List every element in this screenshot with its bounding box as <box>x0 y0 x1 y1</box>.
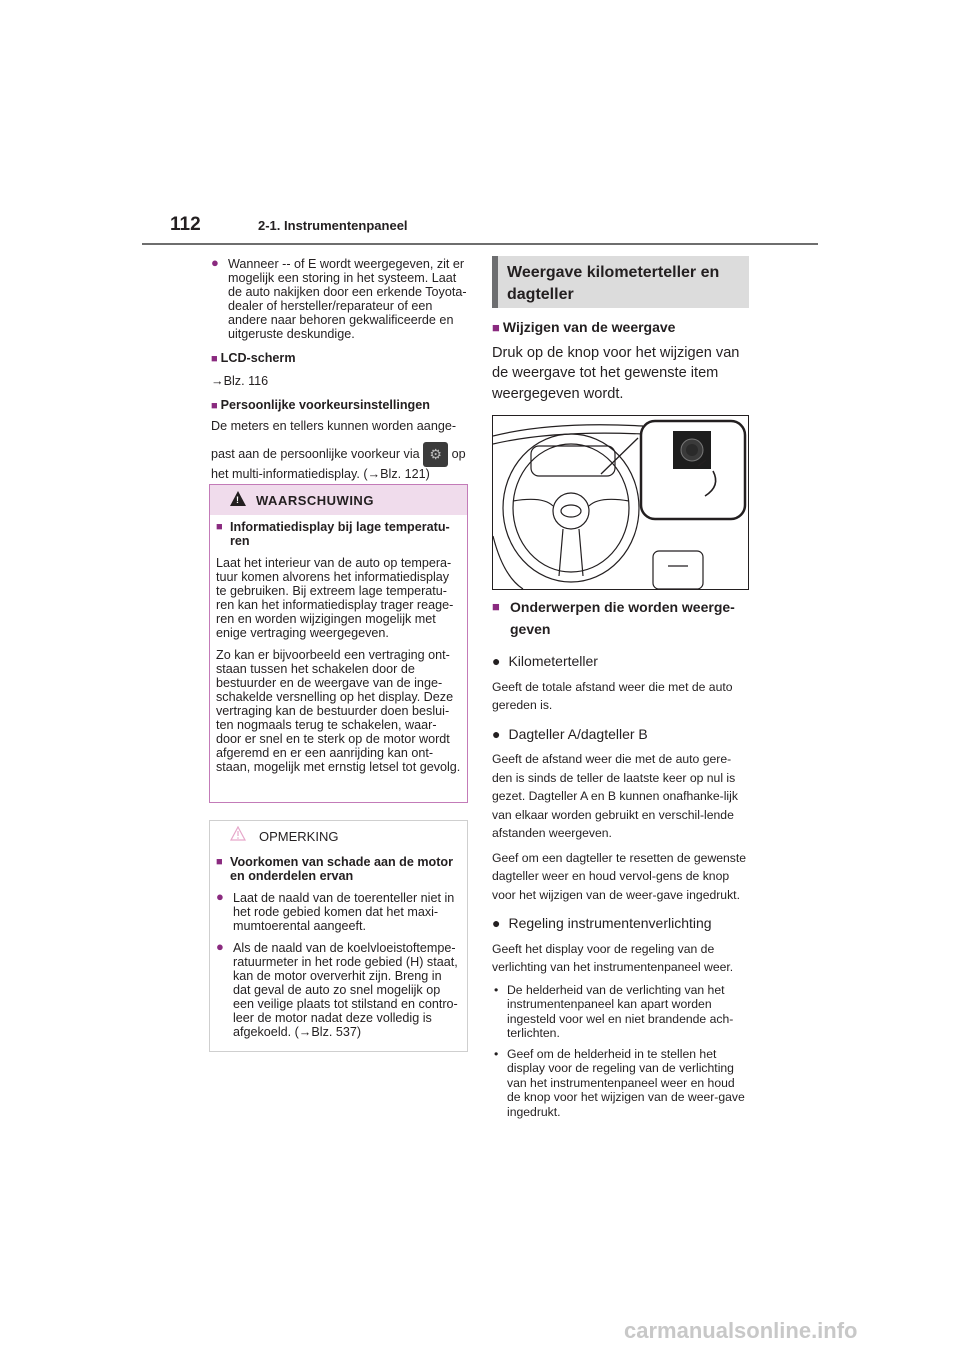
small-bullet-icon: • <box>494 982 499 997</box>
bullet-dot-icon: ● <box>216 939 224 954</box>
light-heading: ● Regeling instrumentenverlichting <box>492 915 712 931</box>
warning-box <box>209 484 468 803</box>
note-body <box>210 849 467 1039</box>
steering-wheel-illustration <box>492 415 749 590</box>
left-column <box>211 257 467 481</box>
square-bullet-icon: ■ <box>211 353 218 365</box>
list-item: ● Laat de naald van de toerenteller niet in het rode gebied komen dat het maxi-mumtoerental aangeeft. <box>216 889 455 933</box>
small-bullet-icon: • <box>494 1046 499 1061</box>
right-column-top <box>492 318 750 404</box>
pref-text-line: past aan de persoonlijke voorkeur via ⚙ op <box>211 441 467 467</box>
note-header <box>210 821 467 849</box>
section-heading: Weergave kilometerteller en dagteller <box>507 264 720 303</box>
warning-paragraph-2: Zo kan er bijvoorbeeld een vertraging ont-staan tussen het schakelen door de bestuurder en de weergave van de inge-schakelde versnelling op het display. Deze vertraging kan de bestuurder doen beslui-ten nogmaals terug te schakelen, waar-door er snel en te sterk op de motor wordt afgeremd en er een aanrijding kan ont-staan, mogelijk met ernstig letsel tot gevolg. <box>216 648 461 774</box>
light-text: Geeft het display voor de regeling van de verlichting van het instrumentenpaneel weer. <box>492 941 734 974</box>
page-number: 112 <box>170 214 201 235</box>
trip-text-2: Geef om een dagteller te resetten de gewenste dagteller weer en houd vervol-gens de knop voor het wijzigen van de weer-gave ingedrukt. <box>492 850 747 902</box>
warning-paragraph-1: Laat het interieur van de auto op tempera-tuur komen alvorens het informatiedisplay te gebruiken. Bij extreem lage temperatu-ren kan het informatiedisplay trager reage-ren en worden wijzigingen mogelijk met enige vertraging weergegeven. <box>216 556 454 640</box>
lcd-heading: ■ LCD-scherm <box>211 351 296 365</box>
bullet-dot-icon: ● <box>211 255 219 270</box>
items-heading: ■ Onderwerpen die worden weerge-geven <box>492 596 750 640</box>
lcd-reference: →Blz. 116 <box>211 374 269 388</box>
square-bullet-icon: ■ <box>211 400 218 412</box>
note-title: OPMERKING <box>259 829 339 844</box>
section-title: 2-1. Instrumentenpaneel <box>258 218 408 233</box>
square-bullet-icon: ■ <box>216 521 223 533</box>
trip-text-1: Geeft de afstand weer die met de auto gere-den is sinds de teller de laatste keer op nul is gezet. Dagteller A en B kunnen onafhanke-lijk van elkaar worden gebruikt en verschil-lende afstanden weergeven. <box>492 752 738 840</box>
watermark[interactable]: carmanualsonline.info <box>624 1318 858 1343</box>
odo-text: Geeft de totale afstand weer die met de auto gereden is. <box>492 679 733 712</box>
change-heading: ■ Wijzigen van de weergave <box>492 319 676 335</box>
pref-text-d: het multi-informatiedisplay. (→Blz. 121) <box>211 467 430 482</box>
bullet-dot-icon: ● <box>492 915 501 931</box>
square-bullet-icon: ■ <box>216 856 223 868</box>
list-item: ● Als de naald van de koelvloeistoftempe-ratuurmeter in het rode gebied (H) staat, kan de motor oververhit zijn. Breng in dat geval de auto zo snel mogelijk op een veilige plaats tot stilstand en contro-leer de motor nadat deze volledig is afgekoeld. (→Blz. 537) <box>216 939 458 1039</box>
square-bullet-icon: ■ <box>492 599 500 614</box>
bullet-dot-icon: ● <box>216 889 224 904</box>
list-item: • De helderheid van de verlichting van het instrumentenpaneel kan apart worden ingesteld voor wel en niet brandende ach-terlichten. <box>494 982 734 1040</box>
pref-heading: ■ Persoonlijke voorkeursinstellingen <box>211 398 430 412</box>
bullet-dot-icon: ● <box>492 653 501 669</box>
trip-heading: ● Dagteller A/dagteller B <box>492 725 648 742</box>
section-heading-box <box>492 256 749 308</box>
warning-body <box>210 515 467 774</box>
warning-subheading: ■ Informatiedisplay bij lage temperatu-ren <box>216 520 450 548</box>
odo-heading: ● Kilometerteller <box>492 653 598 669</box>
pref-text-a: De meters en tellers kunnen worden aange- <box>211 419 457 433</box>
change-text: Druk op de knop voor het wijzigen van de weergave tot het gewenste item weergegeven wordt. <box>492 344 740 402</box>
note-box <box>209 820 468 1052</box>
caution-triangle-icon <box>230 826 246 841</box>
warning-title: WAARSCHUWING <box>256 493 374 508</box>
right-column-bottom <box>492 596 750 1119</box>
note-subheading: ■ Voorkomen van schade aan de motor en onderdelen ervan <box>216 855 454 883</box>
list-item <box>211 257 467 341</box>
list-item: • Geef om de helderheid in te stellen het display voor de regeling van de verlichting van het instrumentenpaneel weer en houd de knop voor het wijzigen van de weer-gave ingedrukt. <box>494 1046 745 1119</box>
steering-wheel-drawing <box>493 416 748 589</box>
storing-text: Wanneer -- of E wordt weergegeven, zit er mogelijk een storing in het systeem. Laat de auto nakijken door een erkende Toyota-dealer of hersteller/reparateur of een andere naar behoren gekwalificeerde en uitgeruste deskundige. <box>228 257 467 341</box>
bullet-dot-icon: ● <box>492 725 501 742</box>
gear-icon: ⚙ <box>423 442 448 467</box>
header-rule <box>142 243 818 245</box>
square-bullet-icon: ■ <box>492 320 500 335</box>
warning-header: ! WAARSCHUWING <box>210 485 467 515</box>
